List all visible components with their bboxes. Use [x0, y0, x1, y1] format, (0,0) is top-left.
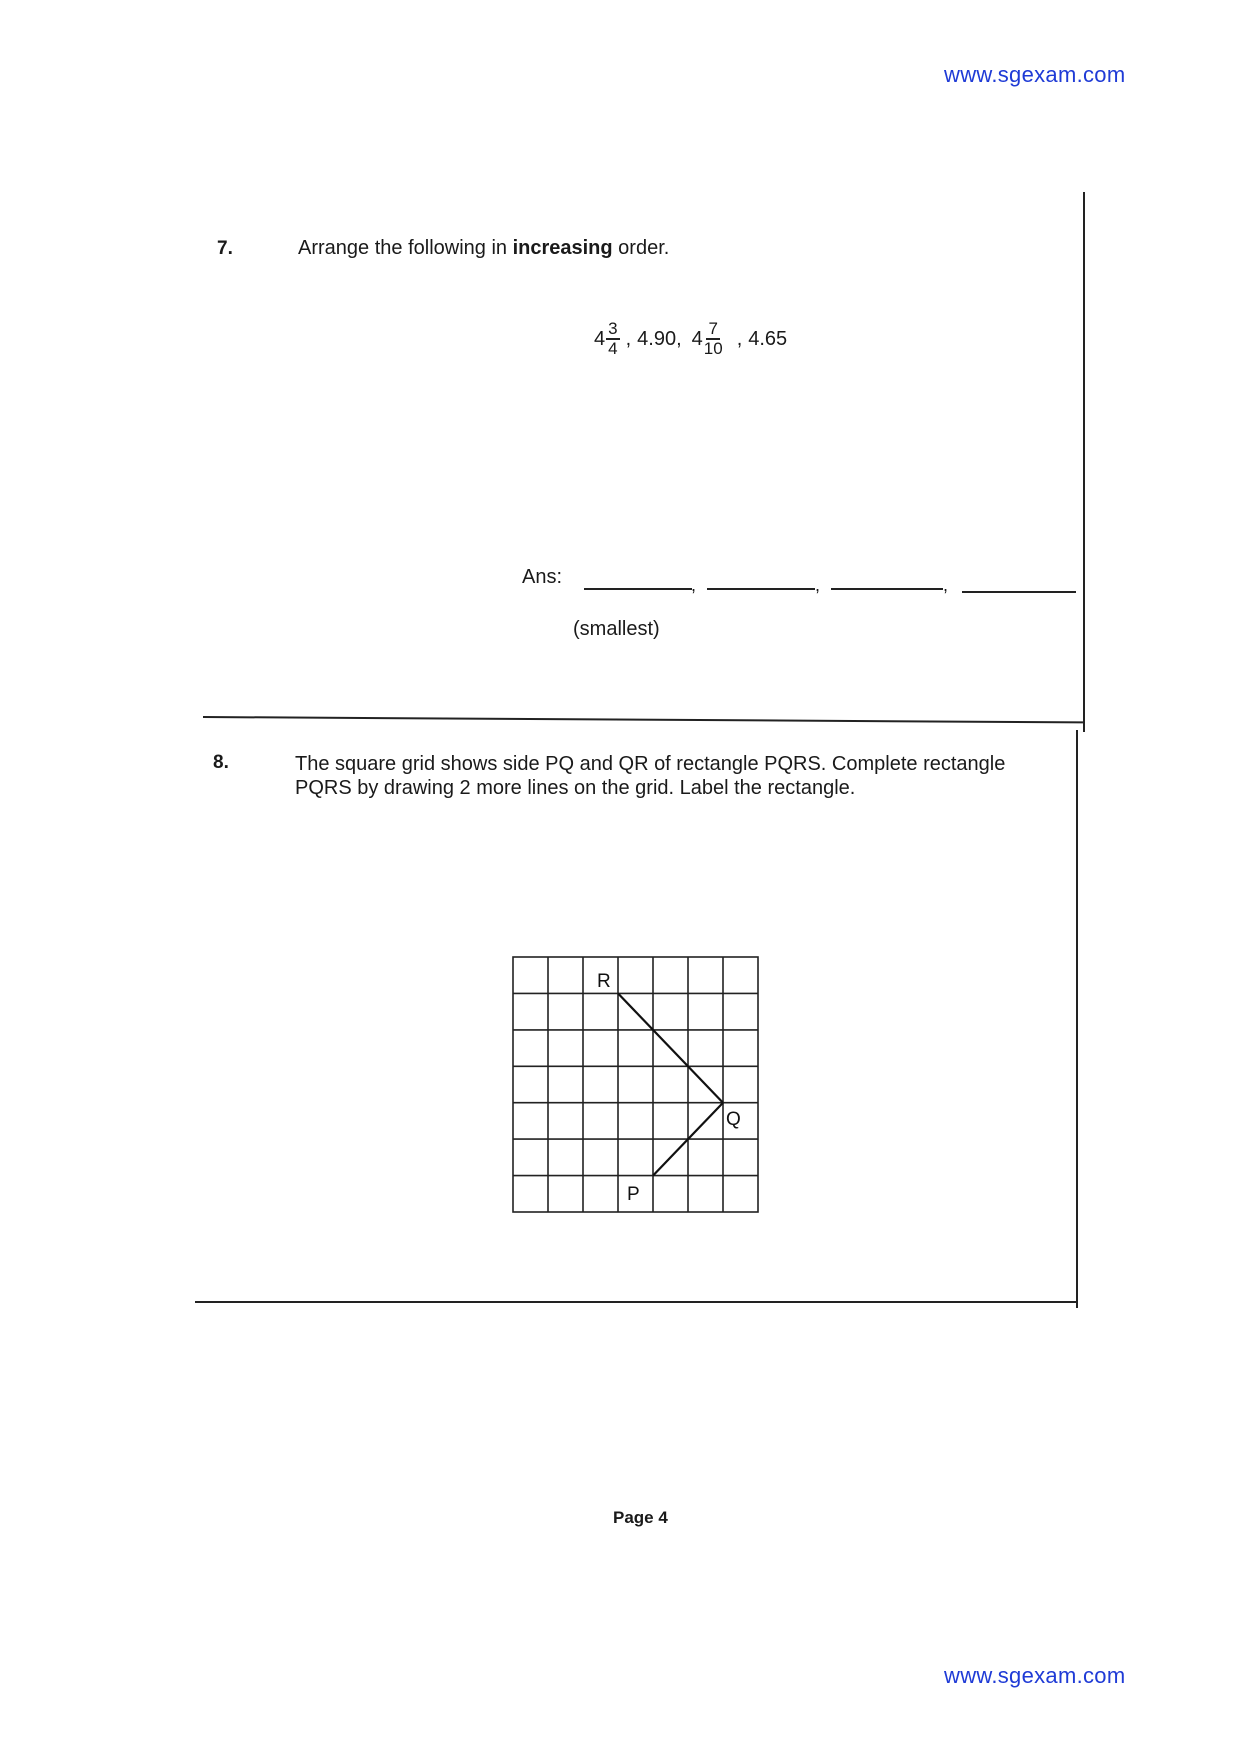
answer-comma-2: , — [815, 575, 821, 595]
question-8-line-2: PQRS by drawing 2 more lines on the grid. Label the rectangle. — [295, 777, 856, 799]
footer-site-link[interactable]: www.sgexam.com — [944, 1663, 1126, 1688]
question-7-text — [298, 236, 669, 260]
right-border-top — [1083, 192, 1085, 732]
question-7-text-bold: increasing — [512, 237, 613, 259]
grid-lines — [513, 957, 758, 1212]
square-grid-svg — [503, 953, 761, 1213]
answer-label: Ans: — [522, 566, 563, 588]
separator-2: , — [736, 327, 743, 350]
answer-blank-3[interactable] — [831, 588, 943, 590]
side-RQ — [618, 993, 723, 1102]
question-7-number: 7. — [217, 238, 233, 259]
page-number: Page 4 — [613, 1508, 668, 1527]
fraction-a-denominator: 4 — [608, 339, 618, 358]
header-site-link[interactable]: www.sgexam.com — [944, 62, 1126, 87]
right-border-bottom — [1076, 730, 1078, 1308]
answer-blank-2[interactable] — [707, 588, 815, 590]
rectangle-sides — [618, 993, 723, 1175]
answer-comma-1: , — [691, 575, 697, 595]
fraction-a — [606, 320, 619, 358]
divider-q7-q8 — [203, 716, 1083, 723]
square-grid-figure — [503, 953, 761, 1213]
fraction-c-numerator: 7 — [708, 319, 718, 338]
fraction-c — [704, 320, 723, 358]
fraction-c-denominator: 10 — [703, 339, 723, 358]
fraction-a-numerator: 3 — [608, 319, 618, 338]
answer-blank-4[interactable] — [962, 591, 1076, 593]
mixed-number-a — [594, 320, 620, 358]
mixed-number-c — [692, 320, 723, 358]
decimal-d: 4.65 — [748, 327, 788, 350]
answer-blank-1[interactable] — [584, 588, 692, 590]
question-7-text-before: Arrange the following in — [298, 237, 513, 259]
point-label-Q: Q — [726, 1109, 741, 1130]
point-label-P: P — [627, 1184, 640, 1205]
separator-1: , — [625, 327, 632, 350]
divider-bottom — [195, 1301, 1077, 1303]
question-8-number: 8. — [213, 752, 229, 773]
numbers-to-order — [594, 320, 787, 358]
question-8-line-1: The square grid shows side PQ and QR of rectangle PQRS. Complete rectangle — [295, 753, 1006, 775]
answer-comma-3: , — [943, 575, 949, 595]
mixed-c-whole: 4 — [691, 327, 703, 350]
mixed-a-whole: 4 — [594, 327, 606, 350]
smallest-label: (smallest) — [573, 618, 660, 640]
point-label-R: R — [597, 971, 611, 992]
decimal-b: 4.90, — [637, 327, 682, 350]
question-7-text-after: order. — [612, 237, 670, 259]
question-8-text — [295, 752, 1005, 800]
